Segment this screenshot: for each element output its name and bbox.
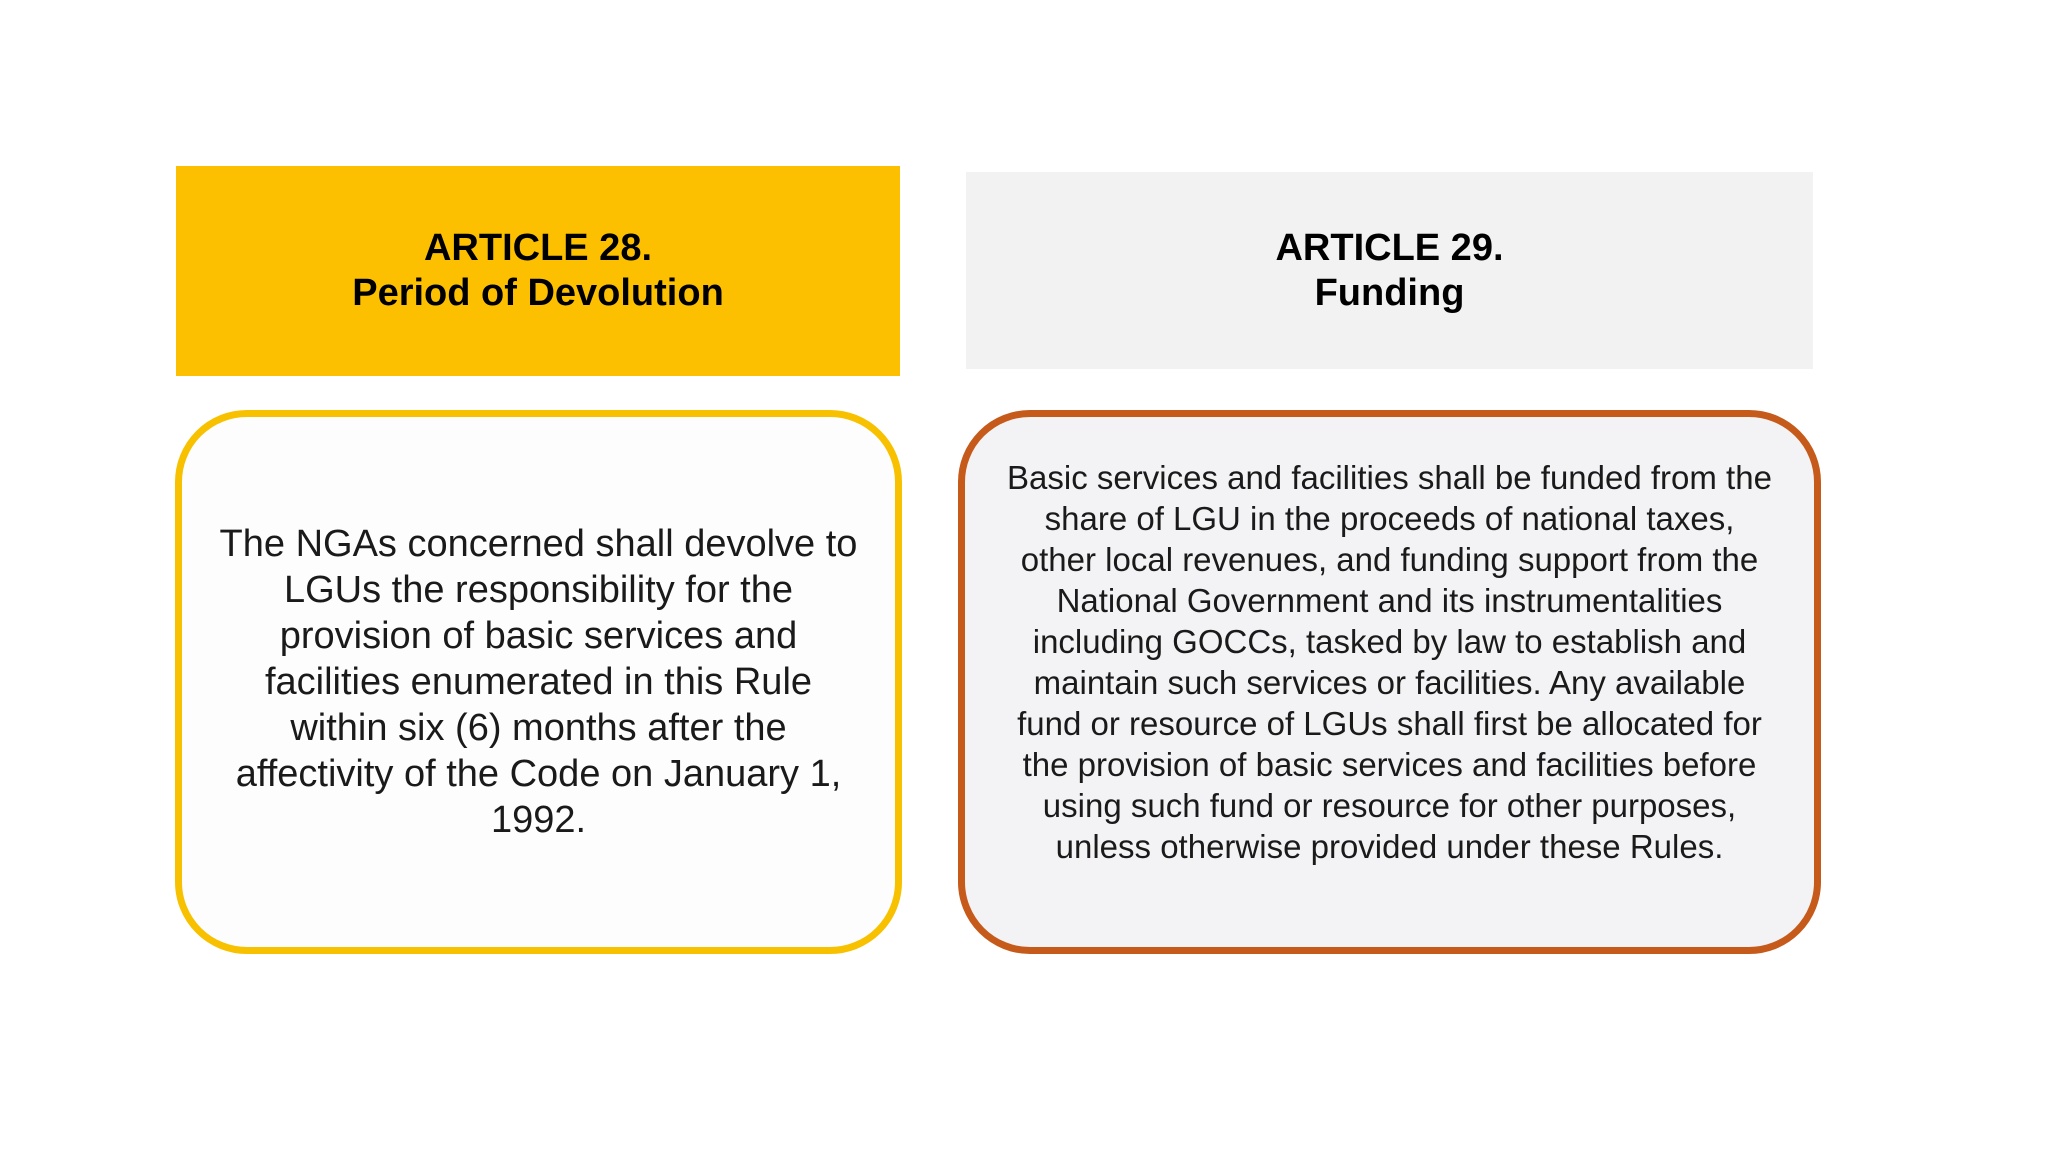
article-28-title: Period of Devolution: [352, 272, 724, 314]
article-28-header: [176, 166, 900, 376]
article-29-heading: ARTICLE 29.: [1275, 226, 1504, 269]
article-29-body-box: [958, 410, 1821, 954]
article-28-heading: ARTICLE 28.: [423, 227, 653, 269]
article-28-body-text: The NGAs concerned shall devolve to LGUs the responsibility for the provision of basic services and facilities enumerated in this Rule within six (6) months after the affectivity of the Code on January 1, 1992.: [219, 523, 858, 841]
article-28-body-box: [175, 410, 902, 954]
article-29-body-text: Basic services and facilities shall be funded from the share of LGU in the proceeds of national taxes, other local revenues, and funding support from the National Government and its instrumentalities including GOCCs, tasked by law to establish and maintain such services or facilities. Any available fund or resource of LGUs shall first be allocated for the provision of basic services and facilities before using such fund or resource for other purposes, unless otherwise provided under these Rules.: [1007, 459, 1772, 865]
article-29-title: Funding: [1314, 271, 1465, 314]
article-29-header: [966, 172, 1813, 369]
